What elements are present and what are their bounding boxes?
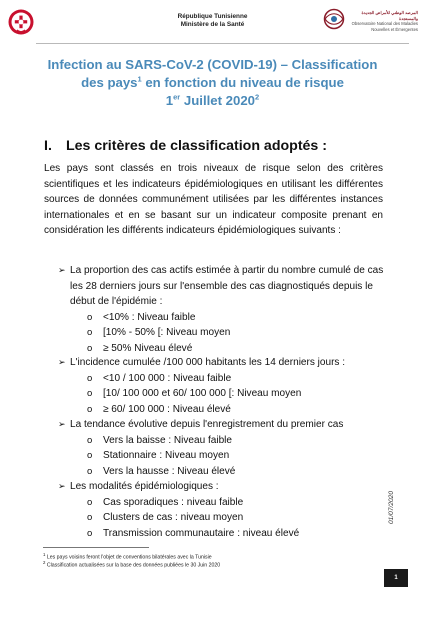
arrow-bullet-icon: ➢ [58, 265, 66, 275]
section-title: Les critères de classification adoptés : [66, 138, 327, 154]
document-title [40, 56, 385, 110]
page-number: 1 [384, 569, 408, 587]
title-line-2: des pays$^1$ en fonction du niveau de risque [81, 74, 344, 90]
list-item: o Clusters de cas : niveau moyen [87, 510, 388, 526]
observatory-logo [322, 7, 417, 33]
footnote-2: $^2$ Classification actualisées sur la base des données publiées le 30 Juin 2020 [43, 560, 221, 569]
observatory-name-arabic: المرصد الوطني للأمراض الجديدة والمستجدة [361, 10, 418, 21]
criterion-3 [58, 417, 388, 479]
ministry-label [120, 13, 305, 29]
circle-bullet-icon: o [87, 327, 93, 338]
list-item: o Cas sporadiques : niveau faible [87, 495, 388, 511]
arrow-bullet-icon: ➢ [58, 419, 66, 429]
ministry-emblem-icon [6, 7, 36, 37]
list-item: o ≥ 50% Niveau élevé [87, 341, 388, 357]
circle-bullet-icon: o [87, 465, 93, 477]
title-line-1: Infection au SARS-CoV-2 (COVID-19) – Classification [47, 57, 378, 72]
criterion-2 [58, 355, 388, 417]
observatory-logo-icon [322, 7, 346, 31]
observatory-name-french: Observatoire National des Maladies Nouvelles et Émergentes [351, 21, 418, 32]
list-item: o [10/ 100 000 et 60/ 100 000 [: Niveau moyen [87, 386, 388, 402]
header-divider [36, 43, 409, 44]
arrow-bullet-icon: ➢ [58, 357, 66, 367]
page-header [0, 0, 425, 50]
circle-bullet-icon: o [87, 311, 93, 323]
section-number: I. [44, 138, 52, 154]
list-item: o <10 / 100 000 : Niveau faible [87, 371, 388, 387]
list-item: o [10% - 50% [: Niveau moyen [87, 325, 388, 341]
footnote-ref-2: 2 [255, 92, 260, 102]
circle-bullet-icon: o [87, 372, 93, 384]
list-item: o ≥ 60/ 100 000 : Niveau élevé [87, 402, 388, 418]
criterion-text: Les modalités épidémiologiques : [70, 481, 219, 492]
circle-bullet-icon: o [87, 512, 93, 523]
margin-date: 01/07/2020 [388, 490, 395, 524]
list-item: o Stationnaire : Niveau moyen [87, 448, 388, 464]
footnote-ref-1: 1 [137, 74, 142, 84]
criterion-text: La proportion des cas actifs estimée à partir du nombre cumulé de cas les 28 derniers jours sur l'ensemble des cas diagnostiqués depuis le début de l'épidémie : [70, 265, 384, 307]
circle-bullet-icon: o [87, 403, 93, 415]
circle-bullet-icon: o [87, 388, 93, 399]
list-item: o Vers la baisse : Niveau faible [87, 433, 388, 449]
title-date: 1er Juillet 2020$^2$ [165, 92, 260, 108]
criterion-text: L'incidence cumulée /100 000 habitants les 14 derniers jours : [70, 357, 346, 368]
ministry-line-1: République Tunisienne [177, 13, 248, 20]
criterion-4 [58, 479, 388, 541]
circle-bullet-icon: o [87, 527, 93, 539]
list-item: o <10% : Niveau faible [87, 310, 388, 326]
circle-bullet-icon: o [87, 450, 93, 461]
criterion-text: La tendance évolutive depuis l'enregistrement du premier cas [70, 419, 344, 430]
footnote-divider [43, 547, 149, 548]
list-item: o Transmission communautaire : niveau élevé [87, 526, 388, 542]
criterion-1 [58, 263, 388, 356]
intro-paragraph: Les pays sont classés en trois niveaux de risque selon des critères scientifiques et les indicateurs épidémiologiques en utilisant les différentes sources de données communément utilisées par les différentes instances internationales et en se basant sur un indicateur composite prenant en considération les différents indicateurs épidémiologiques suivants : [44, 163, 383, 236]
list-item: o Vers la hausse : Niveau élevé [87, 464, 388, 480]
circle-bullet-icon: o [87, 496, 93, 508]
footnote-1: $^1$ Les pays voisins feront l'objet de conventions bilatérales avec la Tunisie [43, 552, 212, 561]
ministry-line-2: Ministère de la Santé [180, 21, 245, 28]
section-heading [44, 138, 327, 154]
arrow-bullet-icon: ➢ [58, 481, 66, 491]
circle-bullet-icon: o [87, 342, 93, 354]
circle-bullet-icon: o [87, 434, 93, 446]
